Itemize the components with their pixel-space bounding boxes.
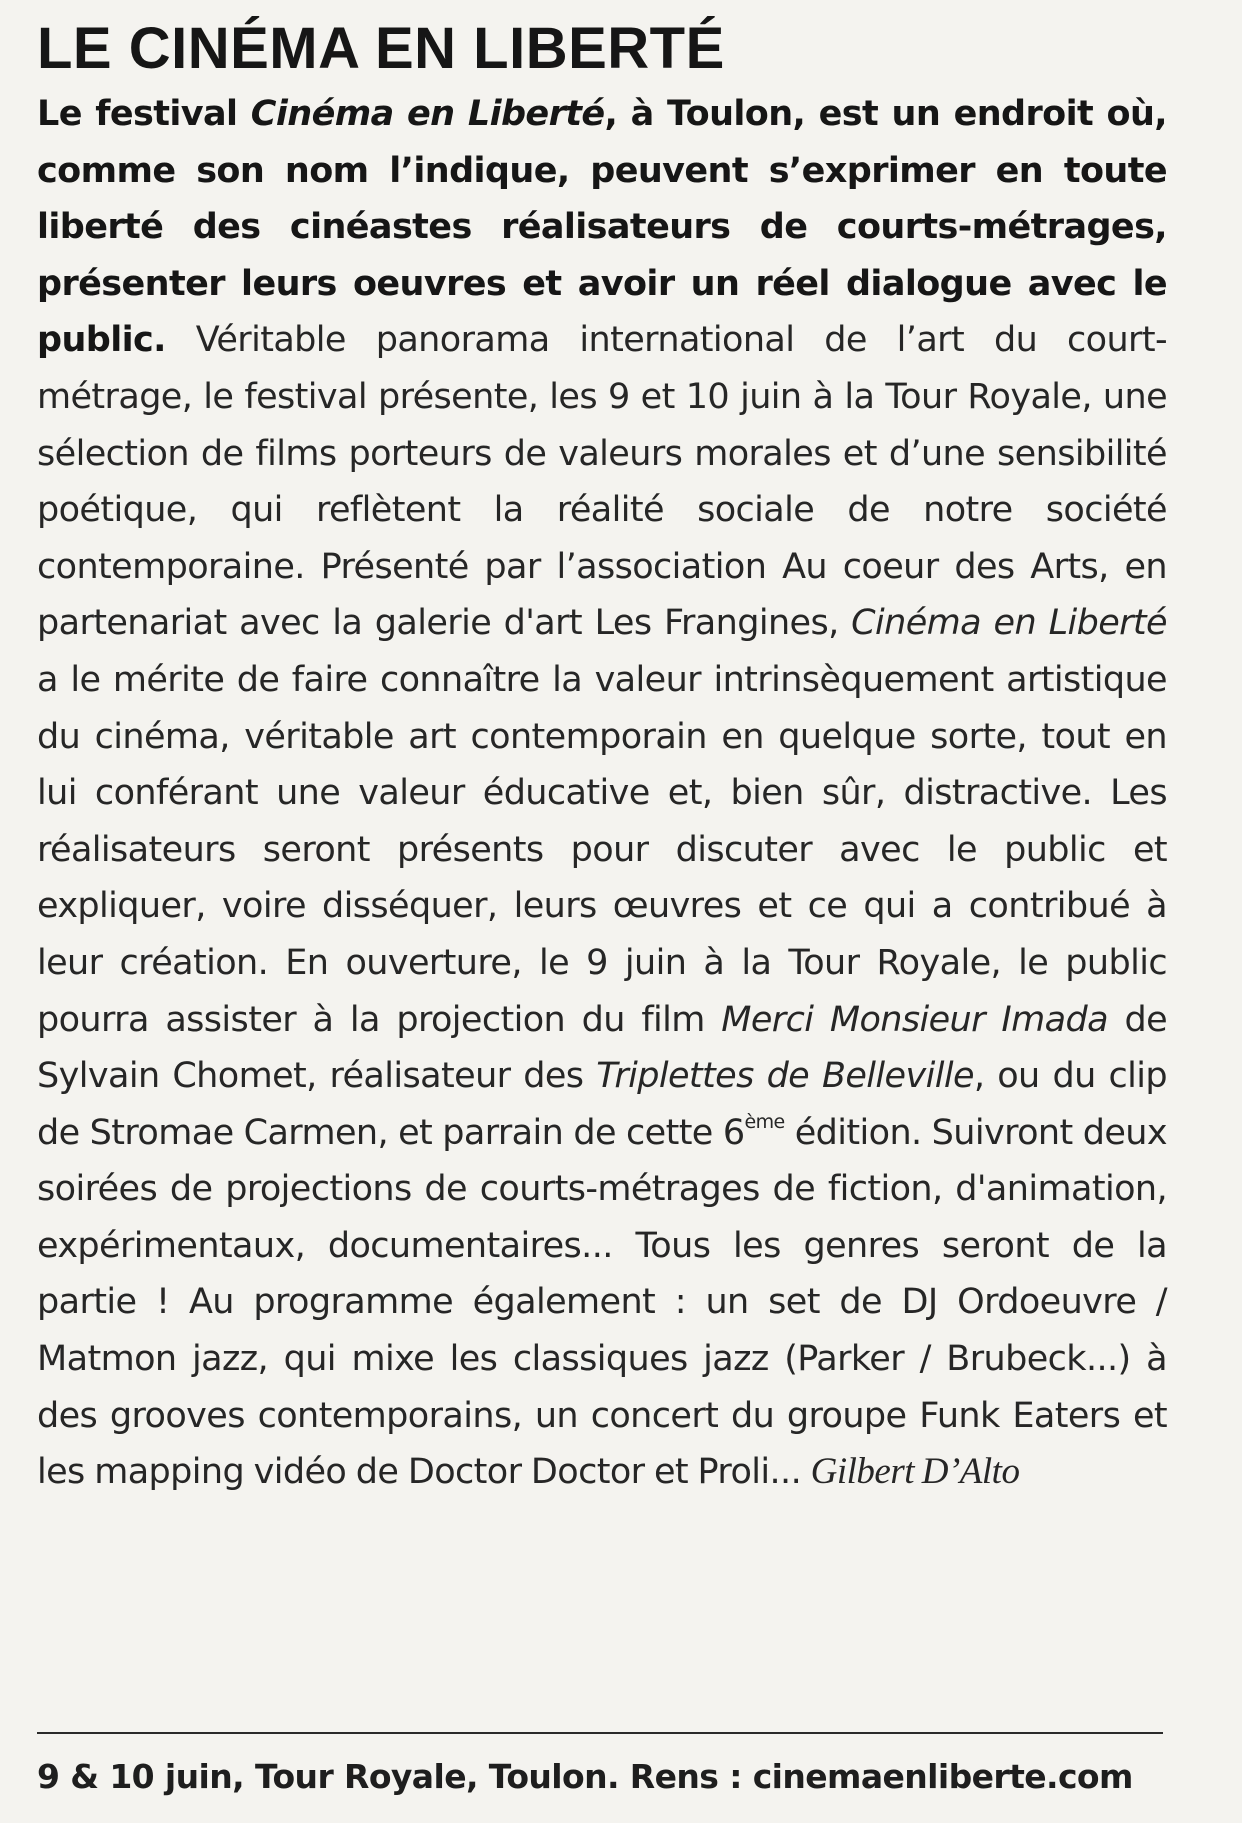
article-author: Gilbert D’Alto [810,1451,1020,1493]
lede-text-1: Le festival [37,94,251,134]
body-text-4: , ou du clip de Stromae Carmen, et parrain de cette 6 [37,1056,1167,1153]
body-text-1: Véritable panorama international de l’art du court-métrage, le festival présente, les 9 et 10 juin à la Tour Royale, une sélection de films porteurs de valeurs morales et d’une sensibilité poétique, qui reflètent la réalité sociale de notre société contemporaine. Présenté par l’association Au coeur des Arts, en partenariat avec la galerie d'art Les Frangines, [37,320,1167,644]
article-text [37,86,1167,1501]
edition-superscript: ème [744,1110,785,1133]
body-text-3: de Sylvain Chomet, réalisateur des [37,999,1167,1097]
article-headline: LE CINÉMA EN LIBERTÉ [37,16,725,81]
film-title-imada: Merci Monsieur Imada [721,999,1108,1040]
body-text-2: a le mérite de faire connaître la valeur intrinsèquement artistique du cinéma, véritable art contemporain en quelque sorte, tout en lui conférant une valeur éducative et, bien sûr, distractive. Les réalisateurs seront présents pour discuter avec le public et expliquer, voire disséquer, leurs œuvres et ce qui a contribué à leur création. En ouverture, le 9 juin à la Tour Royale, le public pourra assister à la projection du film [37,659,1167,1040]
footer-divider [37,1732,1163,1734]
lede-festival-title: Cinéma en Liberté [250,94,605,134]
body-festival-title: Cinéma en Liberté [851,603,1167,644]
event-info: 9 & 10 juin, Tour Royale, Toulon. Rens : cinemaenliberte.com [37,1757,1133,1796]
body-text-5: édition. Suivront deux soirées de projections de courts-métrages de fiction, d'animation, expérimentaux, documentaires... Tous les genres seront de la partie ! Au programme également : un set de DJ Ordoeuvre / Matmon jazz, qui mixe les classiques jazz (Parker / Brubeck...) à des grooves contemporains, un concert du groupe Funk Eaters et les mapping vidéo de Doctor Doctor et Proli... [37,1112,1167,1493]
lede-text-2: , à Toulon, est un endroit où, comme son nom l’indique, peuvent s’exprimer en toute liberté des cinéastes réalisateurs de courts-métrages, présenter leurs oeuvres et avoir un réel dialogue avec le public. [37,94,1167,361]
article [37,14,1167,1809]
film-title-triplettes: Triplettes de Belleville [596,1056,974,1097]
